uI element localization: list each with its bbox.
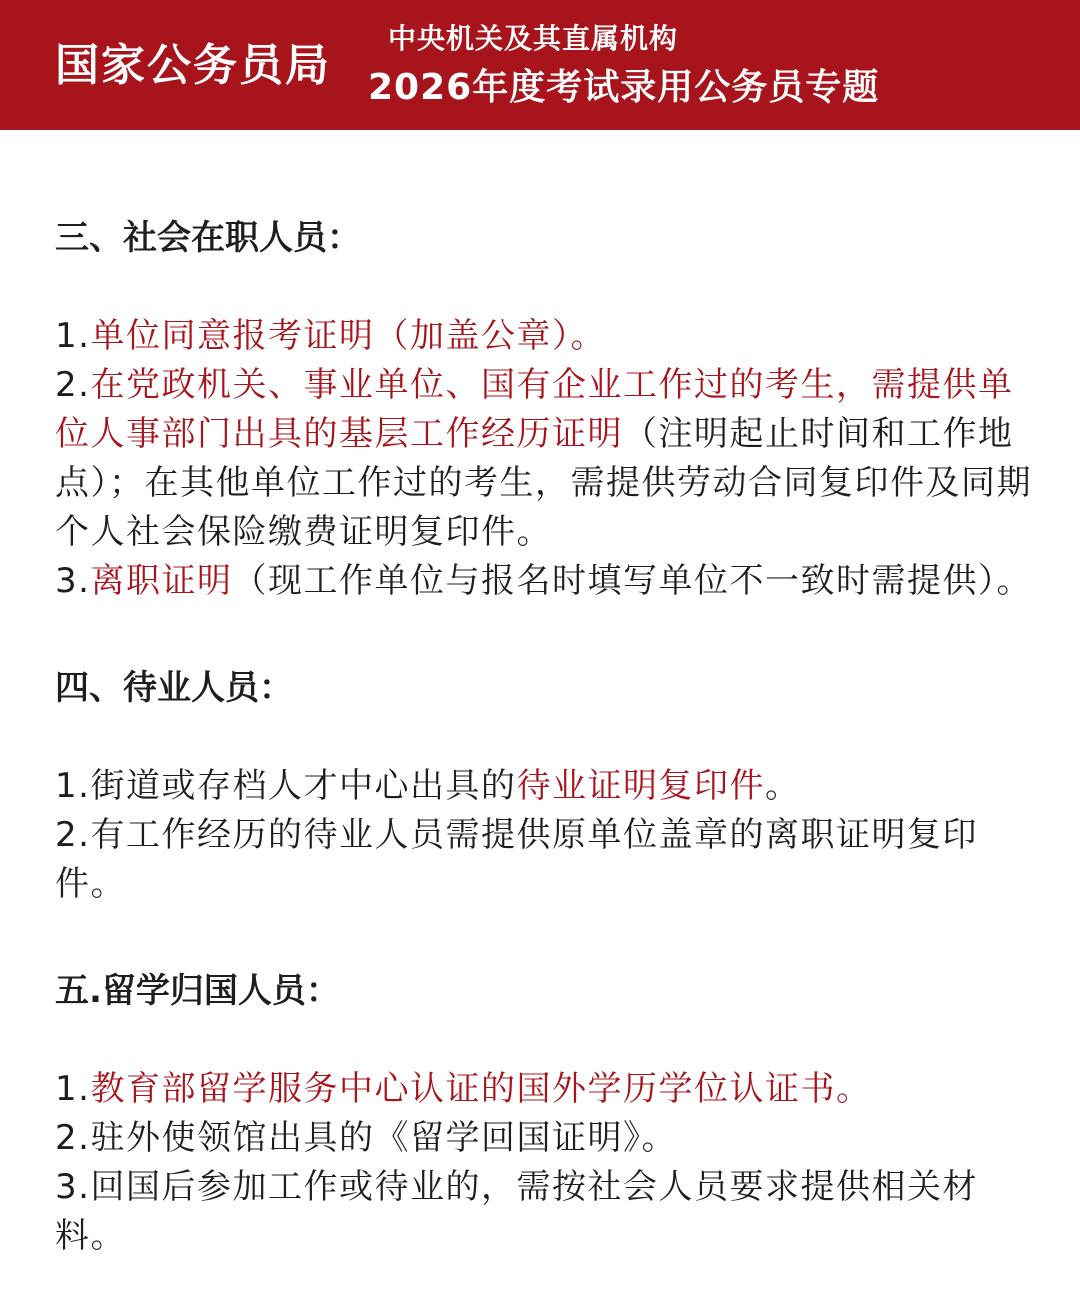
item-number: 1. bbox=[55, 1069, 91, 1109]
item-highlight: 单位同意报考证明（加盖公章）。 bbox=[90, 316, 606, 356]
list-item bbox=[55, 1065, 1040, 1114]
item-text: 。 bbox=[764, 766, 801, 806]
section-unemployed bbox=[55, 662, 1040, 909]
item-number: 2. bbox=[55, 1118, 91, 1158]
list-item bbox=[55, 762, 1040, 811]
header-subtitle: 中央机关及其直属机构 bbox=[388, 22, 679, 55]
document-body bbox=[55, 212, 1040, 1261]
item-list bbox=[55, 312, 1040, 606]
list-item bbox=[55, 811, 1040, 909]
item-text: 有工作经历的待业人员需提供原单位盖章的离职证明复印件。 bbox=[55, 815, 978, 904]
section-heading: 五.留学归国人员： bbox=[55, 971, 340, 1011]
item-number: 3. bbox=[55, 561, 91, 601]
item-text: （注明起止时间和工作地点）；在其他单位工作过的考生，需提供劳动合同复印件及同期个人社会保险缴费证明复印件。 bbox=[55, 414, 1032, 552]
item-text: （现工作单位与报名时填写单位不一致时需提供）。 bbox=[232, 561, 1032, 601]
item-text: 街道或存档人才中心出具的 bbox=[90, 766, 517, 806]
list-item bbox=[55, 1163, 1040, 1261]
brand-title: 国家公务员局 bbox=[55, 40, 331, 91]
item-number: 2. bbox=[55, 815, 91, 855]
item-list bbox=[55, 1065, 1040, 1261]
list-item bbox=[55, 312, 1040, 361]
item-text: 驻外使领馆出具的《留学回国证明》。 bbox=[90, 1118, 677, 1158]
item-number: 1. bbox=[55, 316, 91, 356]
item-number: 2. bbox=[55, 365, 91, 405]
item-highlight: 教育部留学服务中心认证的国外学历学位认证书。 bbox=[90, 1069, 872, 1109]
item-list bbox=[55, 762, 1040, 909]
item-number: 1. bbox=[55, 766, 91, 806]
item-highlight: 待业证明复印件 bbox=[516, 766, 765, 806]
section-returnees bbox=[55, 965, 1040, 1261]
list-item bbox=[55, 1114, 1040, 1163]
section-heading: 四、待业人员： bbox=[55, 668, 293, 708]
list-item bbox=[55, 361, 1040, 557]
item-number: 3. bbox=[55, 1167, 91, 1207]
item-highlight: 离职证明 bbox=[90, 561, 233, 601]
section-heading: 三、社会在职人员： bbox=[55, 218, 361, 258]
section-employed bbox=[55, 212, 1040, 606]
item-text: 回国后参加工作或待业的，需按社会人员要求提供相关材料。 bbox=[55, 1167, 978, 1256]
item-highlight: 在党政机关、事业单位、国有企业工作过的考生，需提供单位人事部门出具的基层工作经历证明 bbox=[55, 365, 1014, 454]
header-banner bbox=[0, 0, 1080, 130]
list-item bbox=[55, 557, 1040, 606]
header-title: 2026年度考试录用公务员专题 bbox=[368, 67, 880, 108]
